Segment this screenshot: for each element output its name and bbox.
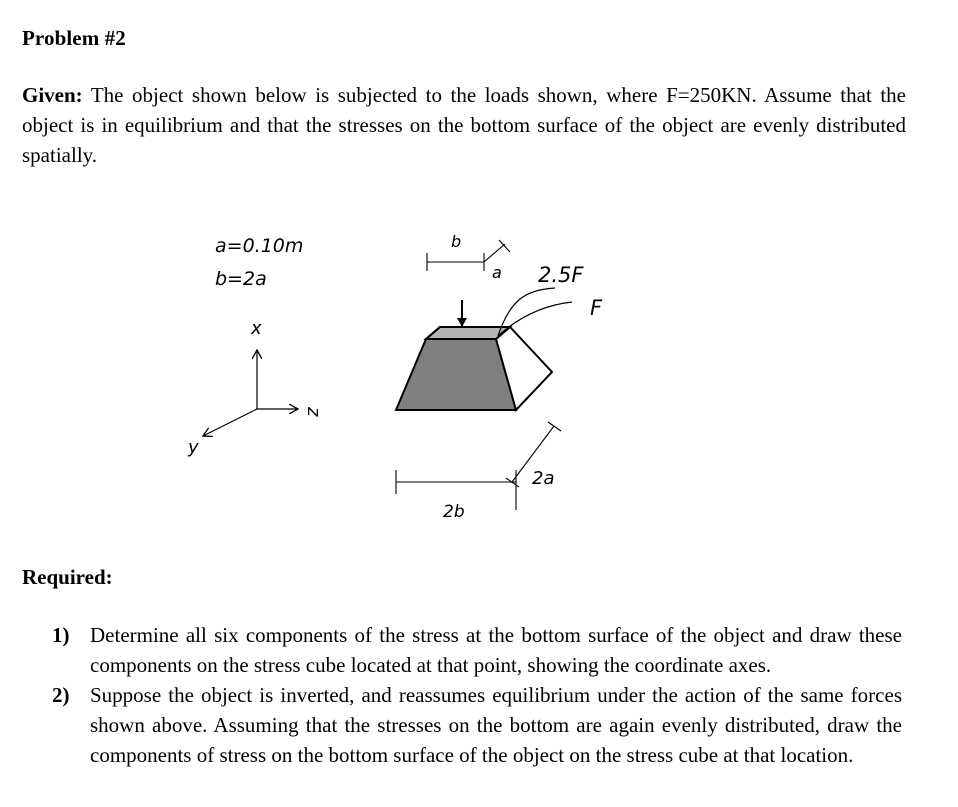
side-dimension-2a — [506, 422, 561, 489]
required-heading: Required: — [22, 565, 113, 589]
required-item-1 — [52, 620, 902, 680]
dimension-2b-label: 2b — [443, 502, 465, 522]
dimension-b-label: b — [451, 232, 462, 251]
param-a-label: a=0.10m — [215, 235, 304, 257]
y-axis-label: y — [188, 437, 199, 458]
load-2-5F-label: 2.5F — [538, 263, 584, 287]
required-item-number: 2) — [52, 683, 70, 707]
x-axis-label: x — [251, 318, 262, 339]
top-dimension-a — [484, 240, 510, 282]
given-label: Given: — [22, 83, 83, 107]
required-item-text: Determine all six components of the stress at the bottom surface of the object and draw these components on the stress cube located at that point, showing the coordinate axes. — [90, 623, 902, 677]
required-item-number: 1) — [52, 623, 70, 647]
trapezoid-object — [396, 327, 552, 410]
given-text: The object shown below is subjected to the loads shown, where F=250KN. Assume that the object is in equilibrium and that the stresses on the bottom surface of the object are evenly distributed spatially. — [22, 83, 907, 167]
required-item-text: Suppose the object is inverted, and reassumes equilibrium under the action of the same forces shown above. Assuming that the stresses on the bottom are again evenly distributed, draw the components of stress on the bottom surface of the object on the stress cube at that location. — [90, 683, 902, 767]
required-item-2 — [52, 680, 902, 770]
z-axis-label: z — [303, 407, 324, 417]
problem-title: Problem #2 — [22, 26, 126, 50]
required-list — [52, 620, 902, 770]
top-dimension-b — [427, 232, 484, 271]
param-b-label: b=2a — [215, 268, 267, 290]
dimension-2a-label: 2a — [532, 468, 555, 489]
coordinate-axes — [187, 318, 324, 458]
load-F-label: F — [590, 296, 603, 320]
bottom-dimension-2b — [396, 470, 516, 522]
y-axis-arrow — [203, 409, 257, 436]
dimension-a-label: a — [492, 263, 502, 282]
